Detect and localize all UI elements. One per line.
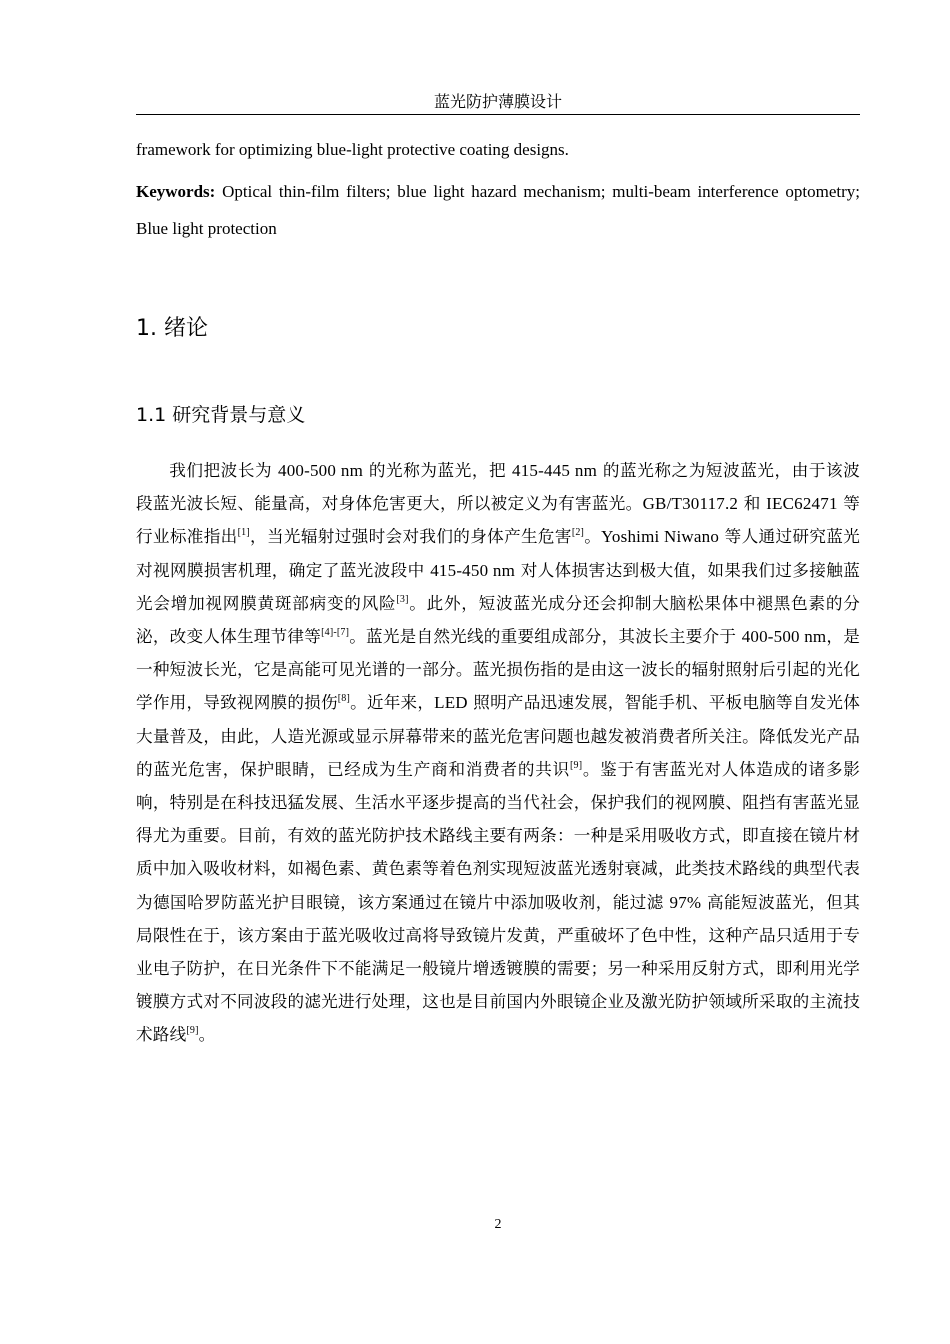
- text-run: ，是一种短波长光，它是高能可见光谱的一部分。蓝光损伤指的是由这一波长的辐射照射后引起的光化学作用，导致视网膜的损伤: [136, 627, 861, 713]
- text-run: 对人体损害达到极大值，如果我们过多接触蓝光会增加视网膜黄斑部病变的风险: [136, 560, 861, 613]
- citation: [1]: [237, 527, 250, 539]
- text-run: 。此外，短波蓝光成分还会抑制大脑松果体中褪黑色素的分泌，改变人体生理节律等: [136, 593, 860, 647]
- citation: [2]: [571, 527, 585, 539]
- text-run: 和: [738, 494, 767, 514]
- text-run: LED: [434, 693, 468, 713]
- keywords-text: Optical thin-film filters; blue light hazard mechanism; multi-beam interference optometry; Blue light protection: [136, 182, 860, 238]
- running-header: 蓝光防护薄膜设计: [433, 92, 562, 111]
- text-run: 高能短波蓝光，但其局限性在于，该方案由于蓝光吸收过高将导致镜片发黄，严重破坏了色中性，这种产品只适用于专业电子防护，在日光条件下不能满足一般镜片增透镀膜的需要；另一种采用反射方式，即利用光学镀膜方式对不同波段的滤光进行处理，这也是目前国内外眼镜企业及激光防护领域所采取的主流技术路线: [136, 892, 860, 1045]
- citation: [9]: [186, 1025, 199, 1037]
- text-run: 415-450 nm: [430, 560, 516, 580]
- text-run: 等行业标准指出: [136, 494, 861, 547]
- text-run: Yoshimi Niwano: [601, 527, 720, 547]
- page-number: 2: [494, 1217, 502, 1232]
- keywords-line: [136, 173, 860, 247]
- chapter-heading: 1. 绪论: [136, 316, 208, 341]
- text-run: 400-500 nm: [741, 627, 827, 647]
- text-run: 的光称为蓝光，把: [363, 461, 513, 480]
- text-run: 。蓝光是自然光线的重要组成部分，其波长主要介于: [349, 627, 742, 647]
- text-run: 97%: [669, 892, 702, 912]
- text-run: 415-445 nm: [512, 461, 598, 480]
- text-run: 400-500 nm: [278, 461, 364, 480]
- text-run: ，当光辐射过强时会对我们的身体产生危害: [249, 527, 572, 547]
- section-heading: 1.1 研究背景与意义: [136, 404, 306, 426]
- text-run: 。: [584, 527, 602, 547]
- citation: [9]: [569, 759, 583, 771]
- header-rule: [136, 114, 860, 115]
- citation: [8]: [337, 693, 351, 705]
- text-run: 等人通过研究蓝光对视网膜损害机理，确定了蓝光波段中: [136, 527, 860, 580]
- citation: [4]-[7]: [321, 627, 350, 639]
- citation: [3]: [396, 593, 409, 605]
- text-run: 我们把波长为: [169, 461, 279, 480]
- text-run: 。鉴于有害蓝光对人体造成的诸多影响，特别是在科技迅猛发展、生活水平逐步提高的当代社会，保护我们的视网膜、阻挡有害蓝光显得尤为重要。目前，有效的蓝光防护技术路线主要有两条：一种是采用吸收方式，即直接在镜片材质中加入吸收材料，如褐色素、黄色素等着色剂实现短波蓝光透射衰减，此类技术路线的典型代表为德国哈罗防蓝光护目眼镜，该方案通过在镜片中添加吸收剂，能过滤: [136, 759, 860, 912]
- text-run: 照明产品迅速发展，智能手机、平板电脑等自发光体大量普及，由此，人造光源或显示屏幕带来的蓝光危害问题也越发被消费者所关注。降低发光产品的蓝光危害，保护眼睛，已经成为生产商和消费者的共识: [136, 693, 860, 779]
- abstract-tail: framework for optimizing blue-light protective coating designs.: [136, 140, 569, 159]
- body-paragraph: [136, 454, 860, 1052]
- text-run: 。近年来，: [350, 693, 435, 713]
- text-run: IEC62471: [766, 494, 838, 514]
- keywords-label: Keywords:: [136, 182, 216, 201]
- text-run: 的蓝光称之为短波蓝光，由于该波段蓝光波长短、能量高，对身体危害更大，所以被定义为有害蓝光。: [136, 461, 860, 514]
- text-run: GB/T30117.2: [642, 494, 739, 514]
- text-run: 。: [198, 1025, 216, 1045]
